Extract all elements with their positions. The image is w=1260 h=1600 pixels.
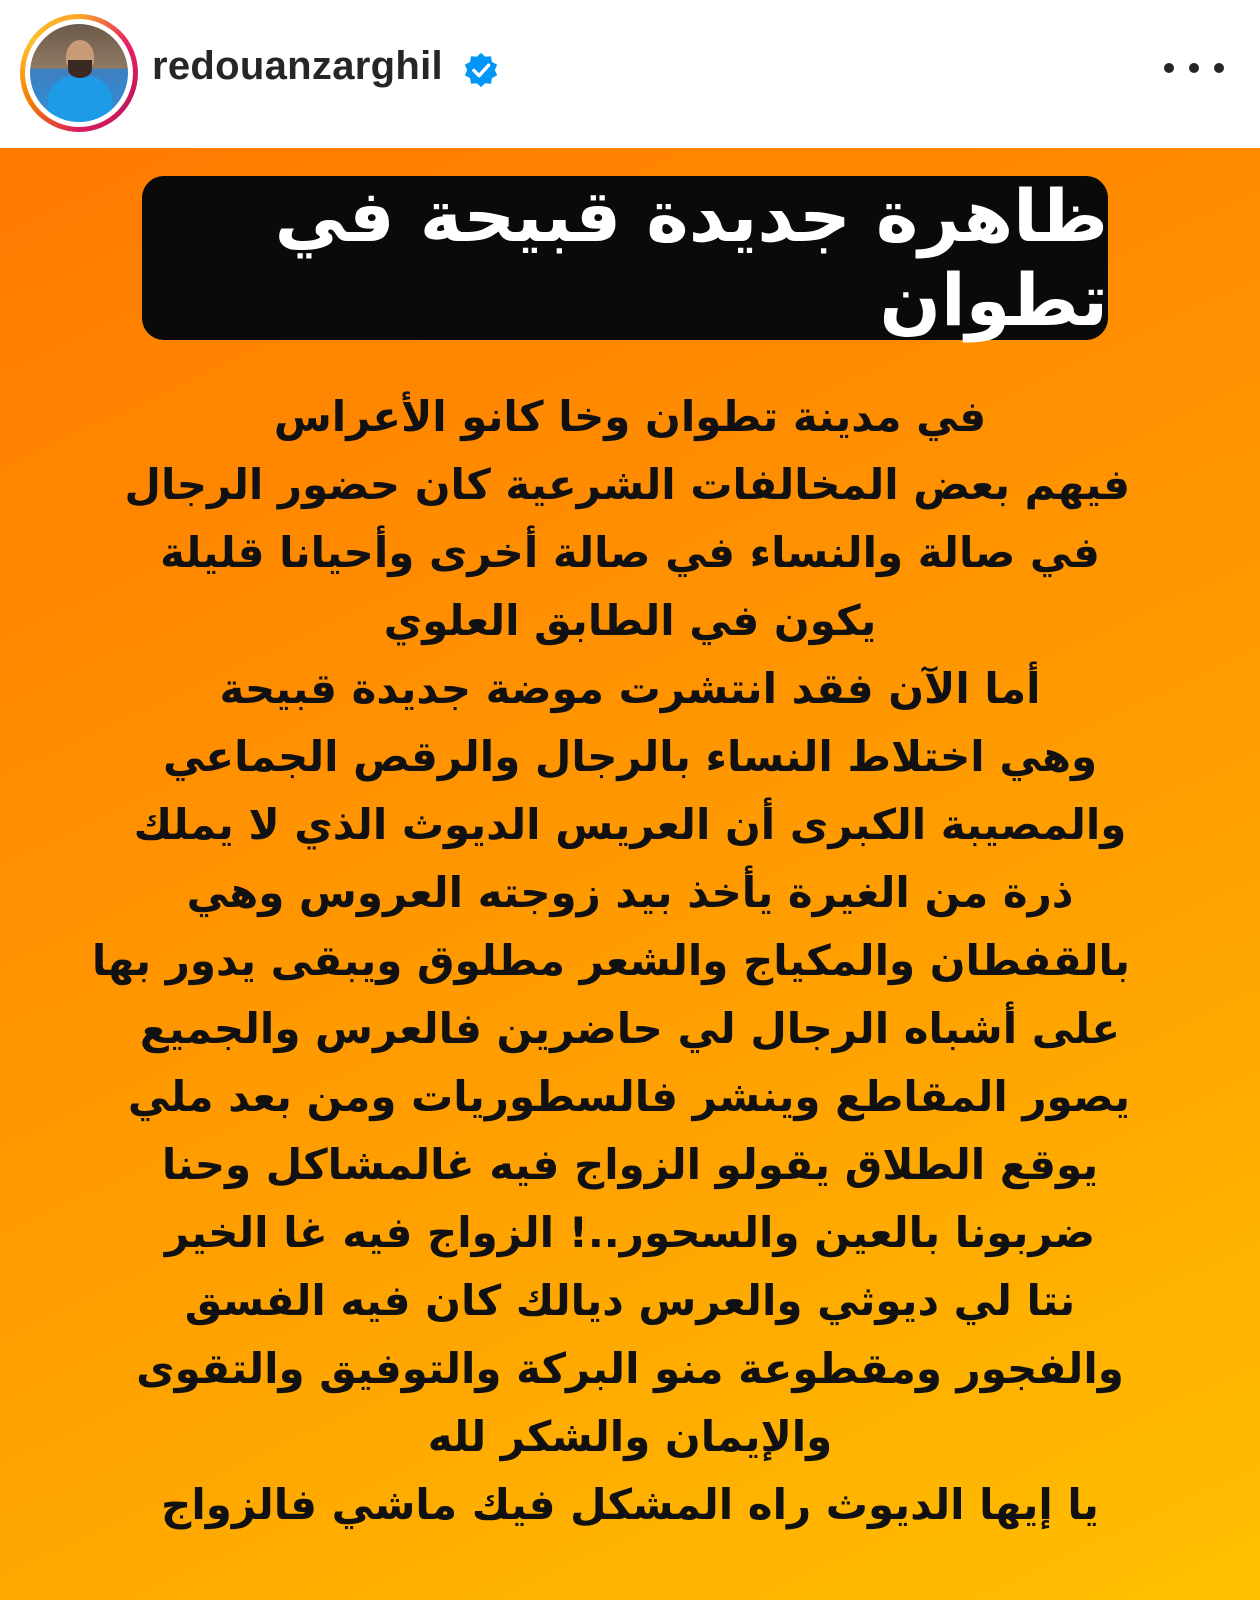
body-line: في مدينة تطوان وخا كانو الأعراس [273, 392, 987, 441]
post-title-box [142, 176, 1108, 340]
body-line: والمصيبة الكبرى أن العريس الديوث الذي لا يملك [133, 800, 1127, 849]
body-line: يوقع الطلاق يقولو الزواج فيه غالمشاكل وحنا [161, 1140, 1099, 1189]
body-line: يا إيها الديوث راه المشكل فيك ماشي فالزواج [161, 1480, 1099, 1529]
body-line: يكون في الطابق العلوي [383, 596, 877, 645]
post-body [91, 383, 1130, 1539]
body-line: وهي اختلاط النساء بالرجال والرقص الجماعي [162, 732, 1098, 781]
body-line: يصور المقاطع وينشر فالسطوريات ومن بعد ملي [127, 1072, 1130, 1121]
username-link[interactable]: redouanzarghil [152, 44, 443, 88]
avatar[interactable] [20, 14, 138, 132]
post-header [0, 0, 1260, 148]
profile-photo [30, 24, 128, 122]
body-line: والفجور ومقطوعة منو البركة والتوفيق والتقوى [136, 1344, 1124, 1393]
body-line: على أشباه الرجال لي حاضرين فالعرس والجميع [139, 1004, 1121, 1053]
more-horizontal-icon [1164, 63, 1174, 73]
body-line: ذرة من الغيرة يأخذ بيد زوجته العروس وهي [186, 868, 1074, 917]
body-line: أما الآن فقد انتشرت موضة جديدة قبيحة [219, 664, 1041, 713]
post-title: ظاهرة جديدة قبيحة في تطوان [274, 174, 1108, 342]
body-line: في صالة والنساء في صالة أخرى وأحيانا قليلة [160, 528, 1100, 577]
body-line: فيهم بعض المخالفات الشرعية كان حضور الرجال [124, 460, 1130, 509]
post-image [0, 148, 1260, 1600]
body-line: نتا لي ديوثي والعرس ديالك كان فيه الفسق [184, 1276, 1076, 1325]
verified-badge-icon [462, 51, 500, 89]
body-line: بالقفطان والمكياج والشعر مطلوق ويبقى يدور بها [91, 936, 1130, 985]
more-options-button[interactable] [1164, 50, 1224, 86]
body-line: ضربونا بالعين والسحور..! الزواج فيه غا الخير [164, 1208, 1096, 1257]
body-line: والإيمان والشكر لله [427, 1412, 833, 1461]
